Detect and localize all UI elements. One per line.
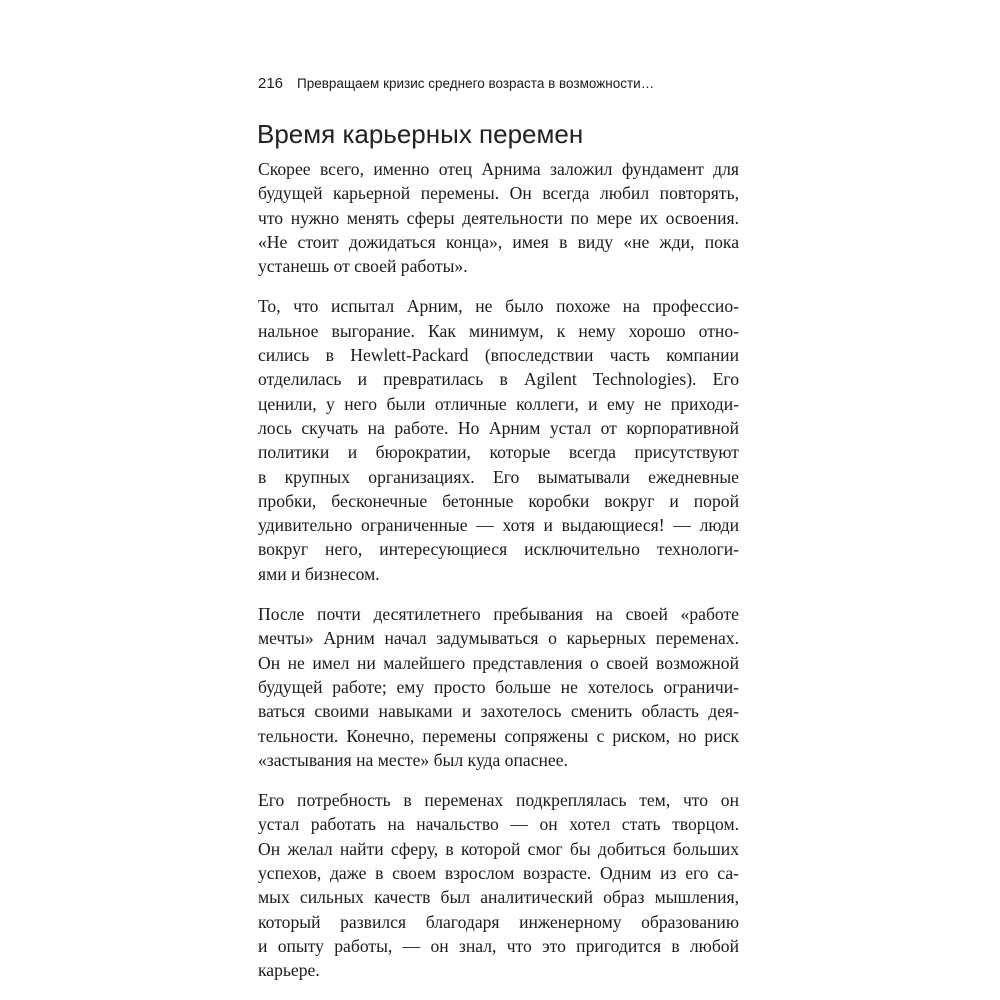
text-line: успехов, даже в своем взрослом возрасте. Одним из его са- [258, 863, 739, 884]
text-line: и опыту работы, — он знал, что это пригодится в любой [258, 935, 739, 956]
text-line: пробки, бесконечные бетонные коробки вокруг и порой [258, 490, 739, 511]
text-line: мых сильных качеств был аналитический образ мышления, [258, 887, 739, 908]
text-line: нальное выгорание. Как минимум, к нему хорошо отно- [258, 320, 739, 341]
text-line: мечты» Арним начал задумываться о карьерных переменах. [258, 628, 739, 649]
text-line: лось скучать на работе. Но Арним устал от корпоративной [258, 417, 739, 438]
paragraph [258, 788, 739, 982]
paragraph [258, 294, 739, 586]
body-text [258, 157, 739, 999]
text-line: тельности. Конечно, перемены сопряжены с риском, но риск [258, 725, 739, 746]
text-line: в крупных организациях. Его выматывали ежедневные [258, 466, 739, 487]
text-line: устанешь от своей работы». [258, 256, 468, 277]
text-line: ями и бизнесом. [258, 563, 380, 584]
text-line: Скорее всего, именно отец Арнима заложил фундамент для [258, 159, 739, 179]
text-line: Он не имел ни малейшего представления о своей возможной [258, 652, 739, 673]
page-number: 216 [258, 75, 284, 92]
text-line: удивительно ограниченные — хотя и выдающиеся! — люди [258, 515, 739, 536]
text-line: будущей карьерной перемены. Он всегда любил повторять, [258, 183, 739, 204]
text-line: сились в Hewlett-Packard (впоследствии часть компании [258, 345, 739, 366]
text-line: То, что испытал Арним, не было похоже на профессио- [258, 296, 739, 317]
running-head [258, 74, 758, 94]
section-title: Время карьерных перемен [257, 119, 584, 149]
text-line: Он желал найти сферу, в которой смог бы добиться больших [258, 838, 739, 859]
paragraph [258, 602, 739, 772]
text-line: отделилась и превратилась в Agilent Technologies). Его [258, 369, 739, 390]
text-line: ценили, у него были отличные коллеги, и ему не приходи- [258, 393, 739, 414]
text-line: «Не стоит дожидаться конца», имея в виду «не жди, пока [258, 231, 739, 252]
text-line: После почти десятилетнего пребывания на своей «работе [258, 604, 739, 625]
text-line: «застывания на месте» был куда опаснее. [258, 749, 568, 770]
text-line: ваться своими навыками и захотелось сменить область дея- [258, 701, 739, 722]
text-line: Его потребность в переменах подкреплялась тем, что он [258, 790, 739, 811]
text-line: политики и бюрократии, которые всегда присутствуют [258, 442, 739, 463]
text-line: вокруг него, интересующиеся исключительно технологи- [258, 539, 739, 560]
text-line: будущей работе; ему просто больше не хотелось ограничи- [258, 676, 739, 697]
text-line: что нужно менять сферы деятельности по мере их освоения. [258, 207, 739, 228]
text-line: карьере. [258, 960, 320, 981]
running-title: Превращаем кризис среднего возраста в возможности… [297, 76, 655, 91]
text-line: устал работать на начальство — он хотел стать творцом. [258, 814, 739, 835]
paragraph [258, 157, 739, 278]
text-line: который развился благодаря инженерному образованию [258, 911, 739, 932]
